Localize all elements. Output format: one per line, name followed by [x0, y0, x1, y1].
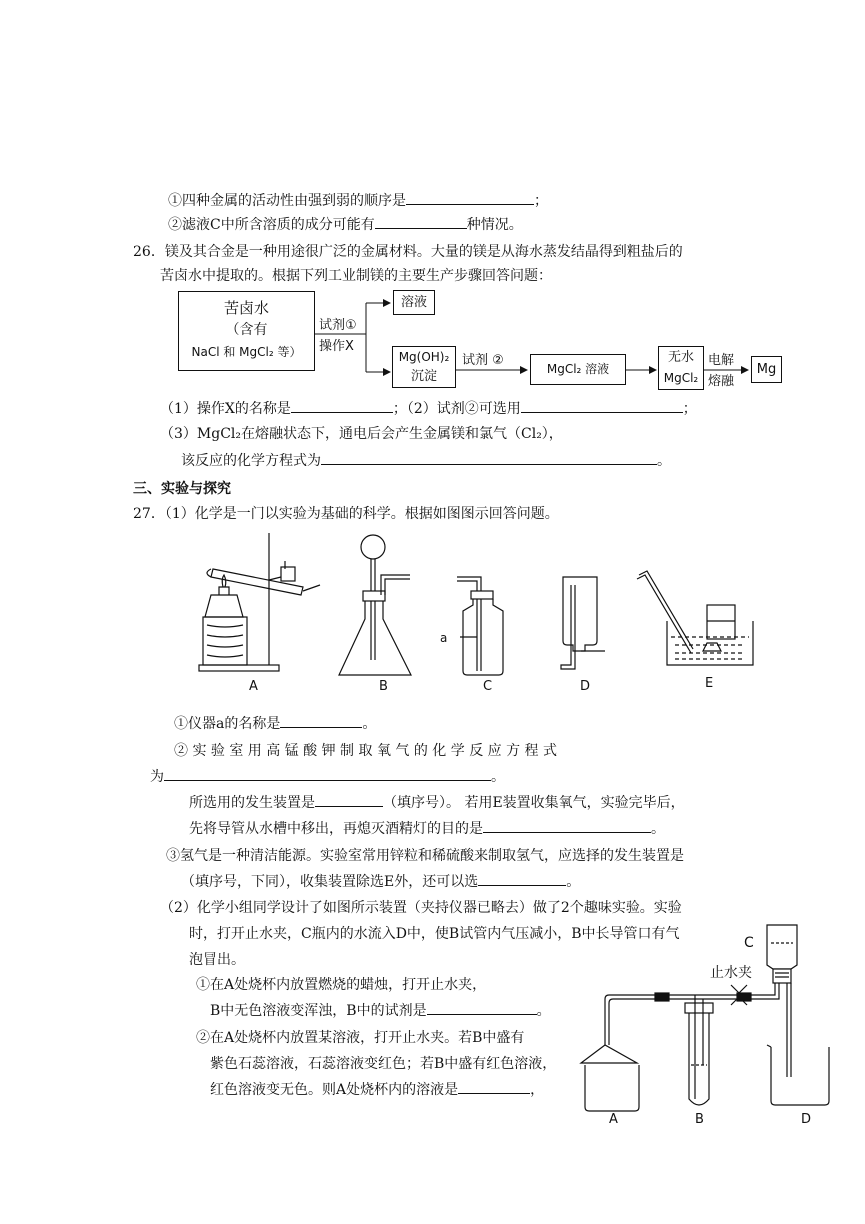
solution-box: 溶液 — [393, 290, 435, 315]
beaker-a — [581, 1045, 639, 1111]
section-title: 三、实验与探究 — [133, 481, 231, 497]
apparatus-label-d: D — [580, 679, 591, 694]
q27-part2-1: （2）化学小组同学设计了如图所示装置（夹持仪器已略去）做了2个趣味实验。实验 — [160, 900, 682, 916]
apparatus-b — [339, 535, 411, 675]
setup-label-a: A — [609, 1112, 618, 1127]
reagent1-label: 试剂① — [319, 318, 357, 333]
apparatus-label-b: B — [379, 679, 388, 694]
q27-item1 — [174, 713, 376, 733]
test-tube-b — [685, 995, 713, 1105]
q27-p2-item2-b: 紫色石蕊溶液，石蕊溶液变红色；若B中盛有红色溶液， — [210, 1056, 557, 1072]
q27-item3-b — [181, 871, 580, 891]
q27-item3-b-end: 。 — [566, 874, 581, 890]
mg-product-box: Mg — [751, 356, 782, 383]
q26-sub1 — [160, 398, 697, 418]
setup2-figure — [575, 915, 840, 1115]
setup-label-b: B — [695, 1112, 704, 1127]
q27-part2-2: 时，打开止水夹，C瓶内的水流入D中，使B试管内气压减小，B中长导管口有气 — [189, 926, 680, 942]
apparatus-label-c: C — [483, 679, 493, 694]
bittern-components: NaCl 和 MgCl₂ 等） — [191, 345, 302, 359]
answer-blank[interactable] — [483, 818, 651, 833]
precipitate-formula: Mg(OH)₂ — [398, 350, 450, 364]
q27-intro: 27．（1）化学是一门以实验为基础的科学。根据如图图示回答问题。 — [133, 506, 559, 522]
q27-p2-item1-b-end: 。 — [536, 1003, 551, 1019]
q27-p2-item2-c-end: ， — [530, 1082, 545, 1098]
apparatus-label-a: A — [249, 679, 258, 694]
mgcl2-solution-box: MgCl₂ 溶液 — [530, 354, 626, 385]
q27-item2-c-mid: （填序号）。 若用E装置收集氧气，实验完毕后， — [383, 795, 685, 811]
q27-item3-b-text: （填序号，下同），收集装置除选E外，还可以选 — [181, 874, 479, 890]
answer-blank[interactable] — [458, 1079, 530, 1094]
q27-p2-item2-c — [210, 1079, 544, 1099]
reagent2-label: 试剂 ② — [462, 353, 504, 368]
precipitate-label: 沉淀 — [410, 369, 437, 384]
apparatus-c — [457, 577, 503, 675]
precipitate-box — [392, 346, 456, 388]
q27-item2-c-text: 所选用的发生装置是 — [189, 795, 315, 811]
q27-item2-c — [189, 792, 685, 812]
q27-item2-b — [150, 766, 505, 786]
q26-sub3: （3）MgCl₂在熔融状态下，通电后会产生金属镁和氯气（Cl₂）， — [160, 426, 563, 442]
q27-item2-d-text: 先将导管从水槽中移出，再熄灭酒精灯的目的是 — [189, 821, 483, 837]
q26-intro-1: 26．镁及其合金是一种用途很广泛的金属材料。大量的镁是从海水蒸发结晶得到粗盐后的 — [133, 244, 683, 260]
apparatus-label-e: E — [705, 676, 714, 691]
q27-item2-b-end: 。 — [491, 769, 505, 785]
clamp-label: 止水夹 — [710, 965, 752, 981]
q27-item2: ② 实 验 室 用 高 锰 酸 钾 制 取 氧 气 的 化 学 反 应 方 程 式 — [174, 743, 558, 759]
q27-p2-item2: ②在A处烧杯内放置某溶液，打开止水夹。若B中盛有 — [196, 1030, 525, 1046]
q27-item1-end: 。 — [362, 716, 377, 732]
molten-label: 熔融 — [708, 374, 735, 389]
q27-item3: ③氢气是一种清洁能源。实验室常用锌粒和稀硫酸来制取氢气，应选择的发生装置是 — [166, 848, 684, 864]
q26-sub3-b-text: 该反应的化学方程式为 — [181, 453, 321, 469]
answer-blank[interactable] — [478, 871, 566, 886]
setup-label-d: D — [801, 1112, 812, 1127]
q27-p2-item1-b — [210, 1000, 551, 1020]
q27-part2-3: 泡冒出。 — [189, 952, 245, 968]
answer-blank[interactable] — [280, 713, 362, 728]
answer-blank[interactable] — [315, 792, 383, 807]
q27-p2-item2-c-text: 红色溶液变无色。则A处烧杯内的溶液是 — [210, 1082, 459, 1098]
apparatus-e — [637, 571, 753, 665]
q26-sub3-b — [181, 450, 671, 470]
operation-x-label: 操作X — [319, 339, 354, 354]
anhydrous-formula: MgCl₂ — [663, 371, 699, 385]
q27-item1-text: ①仪器a的名称是 — [174, 716, 281, 732]
beaker-d — [767, 1045, 829, 1105]
answer-blank[interactable] — [291, 398, 393, 413]
bittern-box — [178, 291, 315, 371]
q26-sub1-text: （1）操作X的名称是 — [160, 401, 291, 417]
answer-blank[interactable] — [164, 766, 491, 781]
q25-item2-end: 种情况。 — [466, 217, 523, 233]
label-a-instrument: a — [440, 631, 448, 645]
answer-blank[interactable] — [521, 398, 683, 413]
q25-item1-end: ； — [534, 193, 548, 209]
q26-sub3-end: 。 — [657, 453, 671, 469]
bittern-label: 苦卤水 — [223, 299, 269, 317]
apparatus-a — [199, 533, 320, 671]
q26-sub2-text: ；（2）试剂②可选用 — [392, 401, 521, 417]
answer-blank[interactable] — [427, 1000, 537, 1015]
electrolysis-label: 电解 — [708, 353, 735, 368]
q27-p2-item1-b-text: B中无色溶液变浑浊，B中的试剂是 — [210, 1003, 427, 1019]
q26-intro-2: 苦卤水中提取的。根据下列工业制镁的主要生产步骤回答问题： — [160, 268, 552, 284]
q25-item1-text: ①四种金属的活动性由强到弱的顺序是 — [168, 193, 406, 209]
q27-p2-item1: ①在A处烧杯内放置燃烧的蜡烛，打开止水夹， — [196, 977, 487, 993]
q27-item2-d — [189, 818, 665, 838]
q25-item2-text: ②滤液C中所含溶质的成分可能有 — [168, 217, 375, 233]
apparatus-d — [561, 577, 605, 669]
setup-label-c: C — [744, 935, 754, 951]
q26-sub2-end: ； — [682, 401, 697, 417]
q27-item2-d-end: 。 — [651, 821, 665, 837]
q27-item2-b-text: 为 — [150, 769, 164, 785]
bittern-contains: （含有 — [225, 322, 268, 338]
anhydrous-mgcl2-box — [658, 346, 704, 390]
answer-blank[interactable] — [321, 450, 657, 465]
anhydrous-label: 无水 — [667, 350, 694, 365]
apparatus-figure — [185, 525, 770, 700]
